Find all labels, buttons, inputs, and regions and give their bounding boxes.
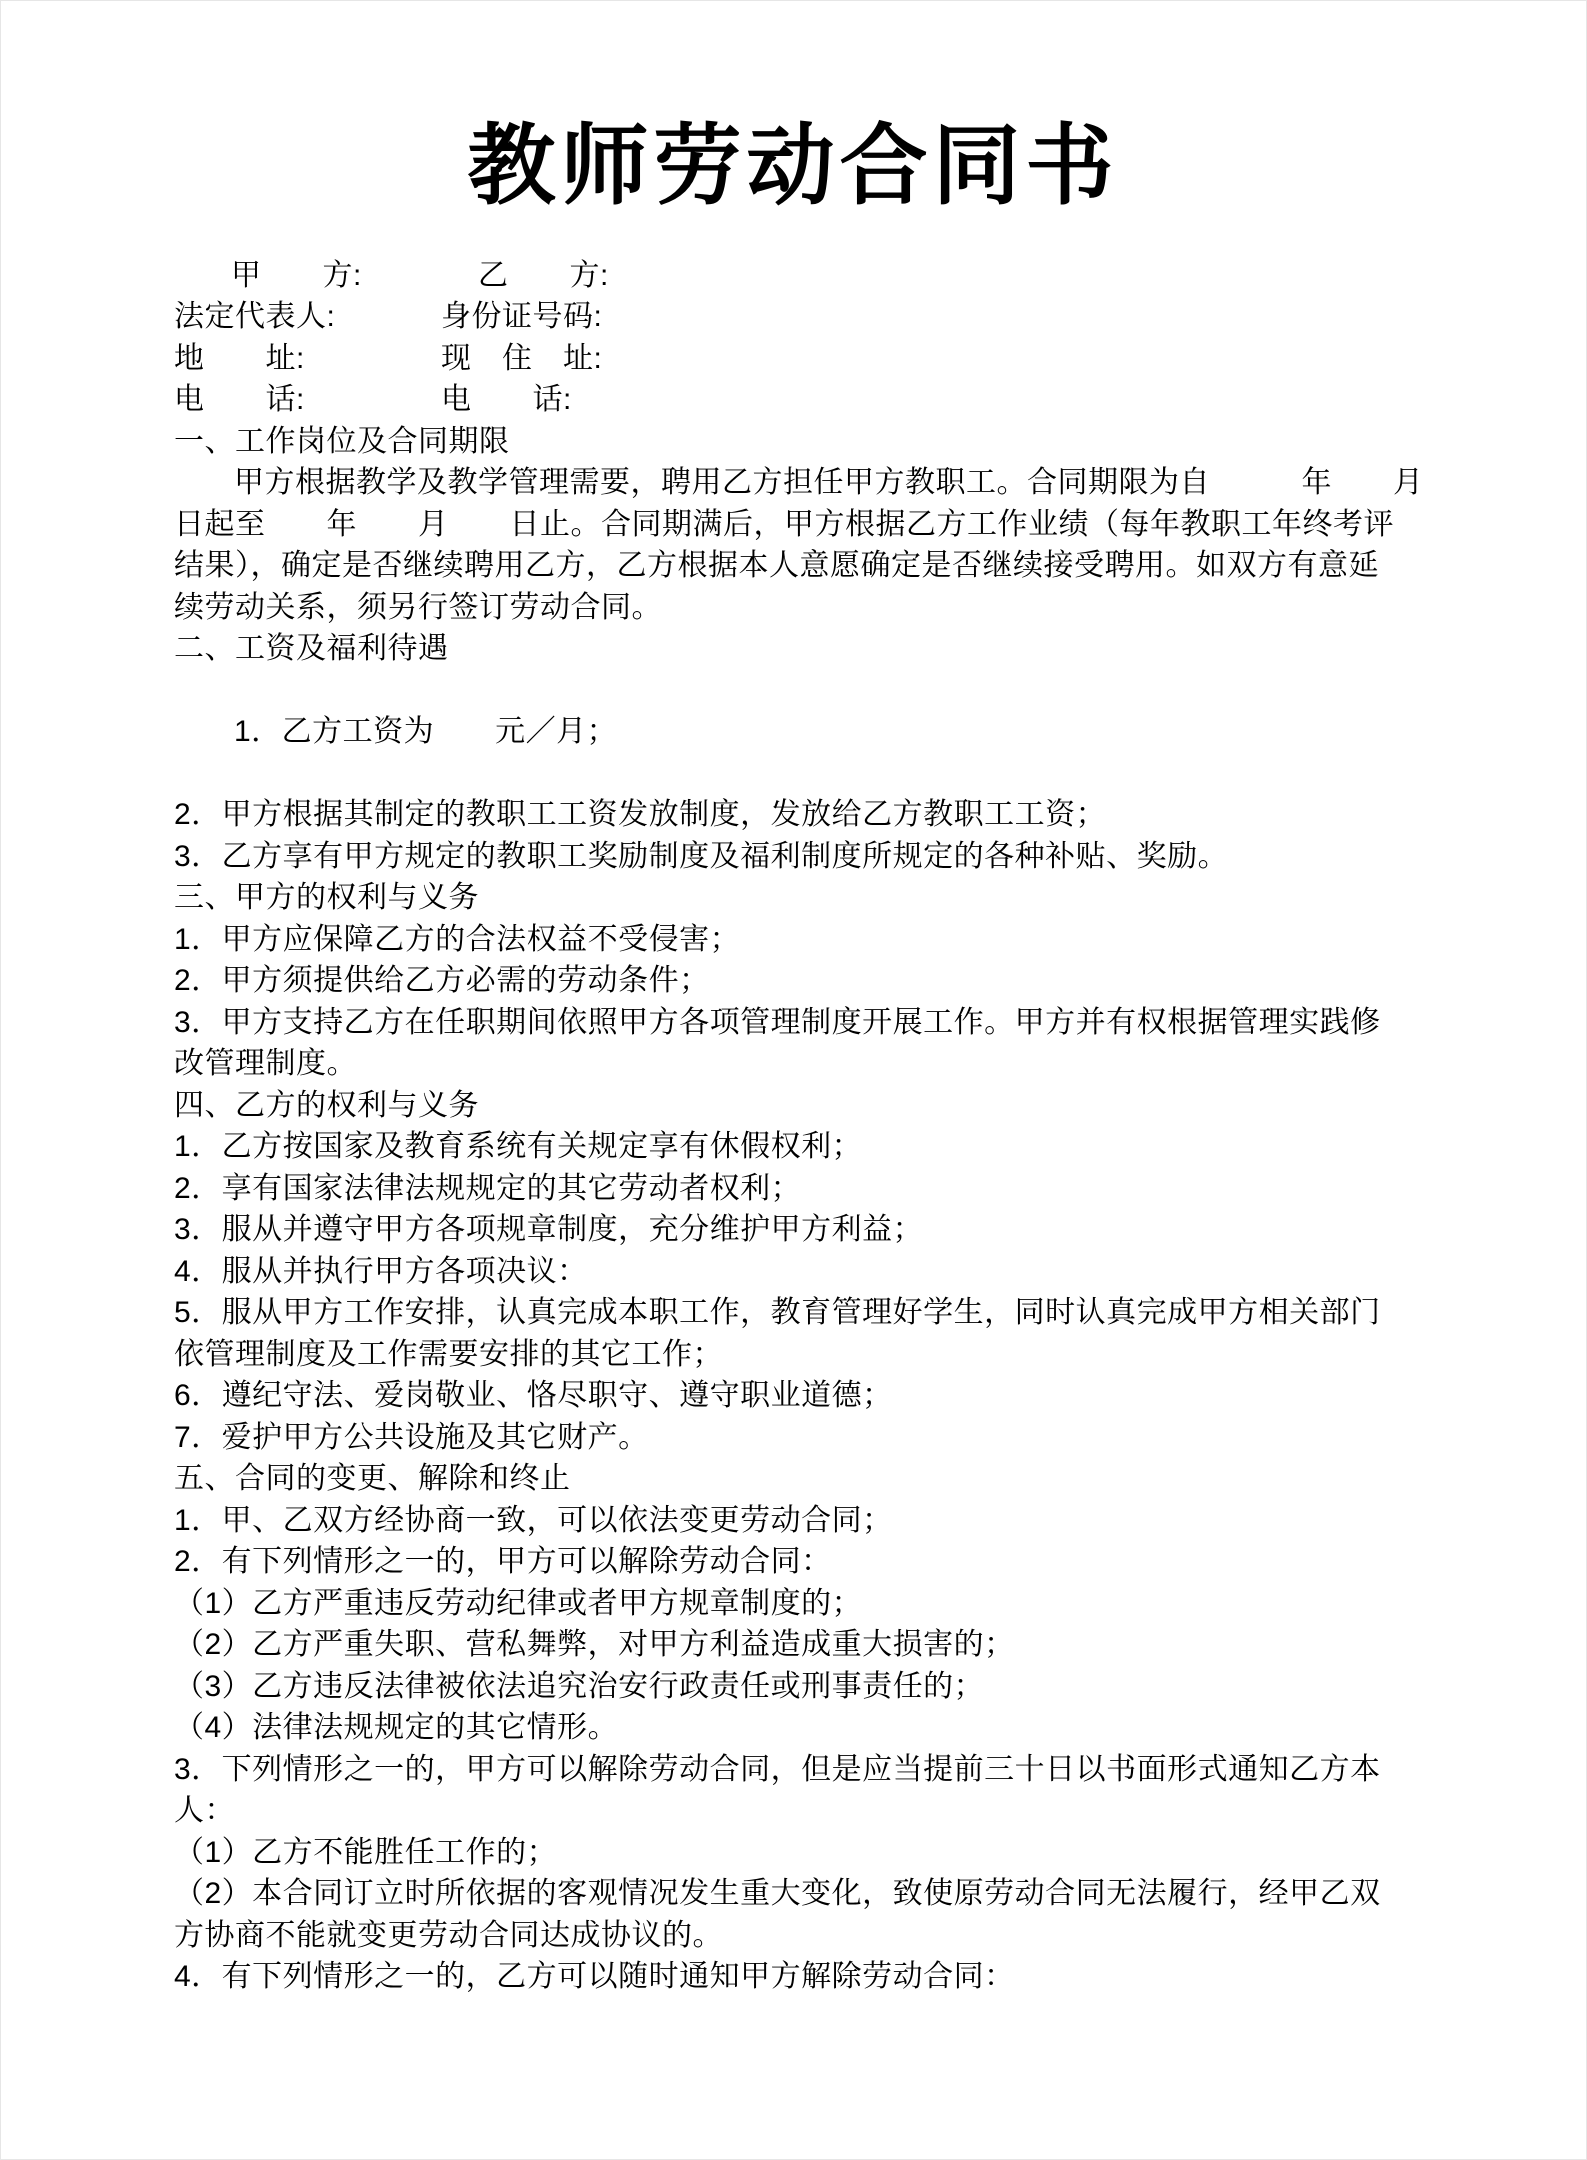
party-field-label-left: 电 话: xyxy=(174,383,305,417)
document-line: 五、合同的变更、解除和终止 xyxy=(174,1462,571,1496)
document-line: 1．乙方按国家及教育系统有关规定享有休假权利； xyxy=(174,1130,863,1164)
document-line: 3．甲方支持乙方在任职期间依照甲方各项管理制度开展工作。甲方并有权根据管理实践修 xyxy=(174,1005,1381,1039)
party-field-label-left: 甲 方: xyxy=(231,258,362,292)
party-field-label-right: 现 住 址: xyxy=(441,341,603,375)
blank-line xyxy=(174,670,1412,712)
document-line: 3．乙方享有甲方规定的教职工奖励制度及福利制度所规定的各种补贴、奖励。 xyxy=(174,839,1229,873)
document-line: （3）乙方违反法律被依法追究治安行政责任或刑事责任的； xyxy=(174,1669,985,1703)
document-line: 甲方根据教学及教学管理需要，聘用乙方担任甲方教职工。合同期限为自 年 月 xyxy=(234,466,1424,500)
document-line: 7．爱护甲方公共设施及其它财产。 xyxy=(174,1420,649,1454)
document-line: 2．有下列情形之一的，甲方可以解除劳动合同： xyxy=(174,1545,832,1579)
document-line: （1）乙方严重违反劳动纪律或者甲方规章制度的； xyxy=(174,1586,863,1620)
document-line: 6．遵纪守法、爱岗敬业、恪尽职守、遵守职业道德； xyxy=(174,1379,893,1413)
party-info-header xyxy=(174,255,1412,421)
document-line: 2．甲方根据其制定的教职工工资发放制度，发放给乙方教职工工资； xyxy=(174,798,1107,832)
document-line: 3．服从并遵守甲方各项规章制度，充分维护甲方利益； xyxy=(174,1213,924,1247)
document-line: 二、工资及福利待遇 xyxy=(174,632,449,666)
document-line: 一、工作岗位及合同期限 xyxy=(174,424,510,458)
party-info-row xyxy=(174,338,1412,380)
document-line: 5．服从甲方工作安排，认真完成本职工作，教育管理好学生，同时认真完成甲方相关部门 xyxy=(174,1296,1381,1330)
document-line: 四、乙方的权利与义务 xyxy=(174,1088,479,1122)
document-line: （1）乙方不能胜任工作的； xyxy=(174,1835,558,1869)
document-line: 3．下列情形之一的，甲方可以解除劳动合同，但是应当提前三十日以书面形式通知乙方本 xyxy=(174,1752,1381,1786)
party-field-label-left: 法定代表人: xyxy=(174,300,336,334)
document-line: （2）乙方严重失职、营私舞弊，对甲方利益造成重大损害的； xyxy=(174,1628,1015,1662)
document-line: 2．甲方须提供给乙方必需的劳动条件； xyxy=(174,964,710,998)
document-line: 结果），确定是否继续聘用乙方，乙方根据本人意愿确定是否继续接受聘用。如双方有意延 xyxy=(174,549,1379,583)
party-info-row xyxy=(174,255,1412,297)
party-info-row xyxy=(174,296,1412,338)
document-line: 三、甲方的权利与义务 xyxy=(174,881,479,915)
document-line: 1．乙方工资为 元／月； xyxy=(234,715,618,749)
document-line: 方协商不能就变更劳动合同达成协议的。 xyxy=(174,1918,723,1952)
party-field-label-right: 乙 方: xyxy=(478,258,609,292)
document-line: 1．甲方应保障乙方的合法权益不受侵害； xyxy=(174,922,741,956)
document-line: （4）法律法规规定的其它情形。 xyxy=(174,1711,619,1745)
party-field-label-right: 电 话: xyxy=(441,383,572,417)
party-field-label-left: 地 址: xyxy=(174,341,305,375)
party-info-row xyxy=(174,379,1412,421)
document-line: 4．服从并执行甲方各项决议： xyxy=(174,1254,588,1288)
party-field-label-right: 身份证号码: xyxy=(441,300,603,334)
document-line: 1．甲、乙双方经协商一致，可以依法变更劳动合同； xyxy=(174,1503,893,1537)
document-line: 依管理制度及工作需要安排的其它工作； xyxy=(174,1337,723,1371)
document-content xyxy=(174,255,1424,1998)
document-line: 2．享有国家法律法规规定的其它劳动者权利； xyxy=(174,1171,802,1205)
document-line: 续劳动关系，须另行签订劳动合同。 xyxy=(174,590,662,624)
contract-body xyxy=(174,421,1424,1998)
document-title: 教师劳动合同书 xyxy=(467,116,1119,215)
document-line: （2）本合同订立时所依据的客观情况发生重大变化，致使原劳动合同无法履行，经甲乙双 xyxy=(174,1877,1381,1911)
document-line: 人： xyxy=(174,1794,235,1828)
document-line: 4．有下列情形之一的，乙方可以随时通知甲方解除劳动合同： xyxy=(174,1960,1015,1994)
blank-line xyxy=(174,753,1412,795)
document-line: 日起至 年 月 日止。合同期满后，甲方根据乙方工作业绩（每年教职工年终考评 xyxy=(174,507,1394,541)
document-line: 改管理制度。 xyxy=(174,1047,357,1081)
